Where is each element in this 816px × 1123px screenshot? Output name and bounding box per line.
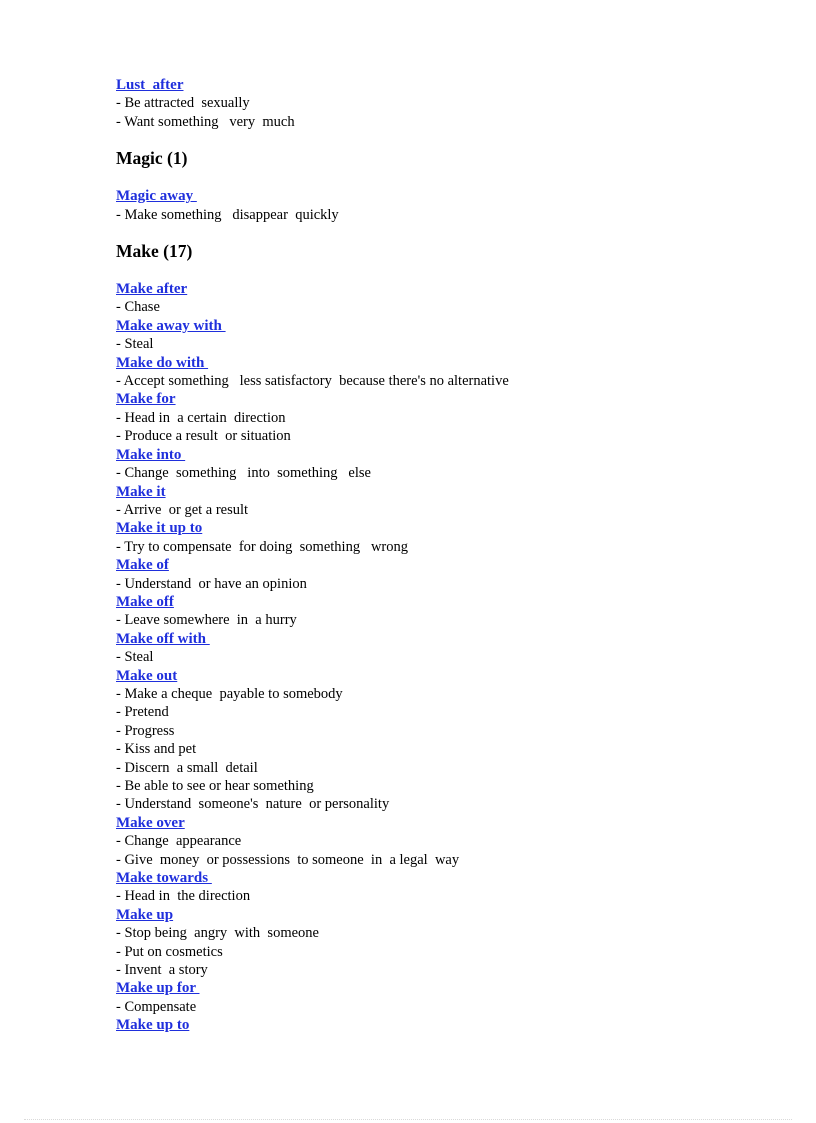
definition-line: - Head in a certain direction — [116, 409, 286, 426]
phrasal-verb-link[interactable]: Make into — [116, 446, 186, 463]
phrasal-verb-entry — [116, 979, 776, 1016]
definition-line: - Be able to see or hear something — [116, 778, 314, 794]
phrasal-verb-link[interactable]: Make towards — [116, 870, 212, 887]
phrasal-verb-entry — [116, 280, 776, 317]
definition-line: - Accept something less satisfactory because there's no alternative — [116, 373, 509, 390]
definition-line: - Give money or possessions to someone in a legal way — [116, 851, 460, 868]
definition-line: - Progress — [116, 722, 175, 739]
definition-line: - Make something disappear quickly — [116, 206, 339, 223]
phrasal-verb-link[interactable]: Make up for — [116, 980, 200, 997]
phrasal-verb-entry — [116, 814, 776, 869]
definition-line: - Discern a small detail — [116, 759, 258, 776]
definition-line: - Head in the direction — [116, 888, 251, 905]
phrasal-verb-link[interactable]: Make over — [116, 814, 185, 831]
phrasal-verb-entry — [116, 1016, 776, 1034]
phrasal-verb-entry — [116, 869, 776, 906]
phrasal-verb-entry — [116, 390, 776, 445]
phrasal-verb-link[interactable]: Make off with — [116, 630, 210, 647]
phrasal-verb-entry — [116, 317, 776, 354]
section-heading: Make (17) — [116, 241, 193, 262]
phrasal-verb-link[interactable]: Make up to — [116, 1017, 190, 1034]
definition-line: - Steal — [116, 336, 154, 353]
phrasal-verb-link[interactable]: Make for — [116, 391, 176, 408]
definition-line: - Leave somewhere in a hurry — [116, 612, 297, 629]
definition-line: - Change something into something else — [116, 465, 371, 482]
phrasal-verb-entry — [116, 446, 776, 483]
phrasal-verb-link[interactable]: Make out — [116, 667, 178, 684]
definition-line: - Kiss and pet — [116, 741, 197, 758]
definition-line: - Be attracted sexually — [116, 95, 250, 112]
definition-line: - Change appearance — [116, 833, 242, 850]
definition-line: - Stop being angry with someone — [116, 925, 319, 942]
phrasal-verb-link[interactable]: Make up — [116, 906, 174, 923]
phrasal-verb-link[interactable]: Lust after — [116, 77, 184, 93]
definition-line: - Invent a story — [116, 962, 208, 979]
phrasal-verb-entry — [116, 593, 776, 630]
phrasal-verb-link[interactable]: Make it — [116, 483, 166, 500]
definition-line: - Want something very much — [116, 113, 295, 130]
phrasal-verb-entry — [116, 187, 776, 224]
phrasal-verb-entry — [116, 354, 776, 391]
phrasal-verb-link[interactable]: Make of — [116, 557, 169, 574]
phrasal-verb-link[interactable]: Make away with — [116, 317, 226, 334]
definition-line: - Try to compensate for doing something wrong — [116, 538, 408, 555]
definition-line: - Make a cheque payable to somebody — [116, 685, 343, 702]
phrasal-verb-link[interactable]: Make do with — [116, 354, 209, 371]
phrasal-verb-entry — [116, 906, 776, 980]
phrasal-verb-link[interactable]: Make it up to — [116, 520, 203, 537]
section-heading: Magic (1) — [116, 148, 188, 169]
definition-line: - Understand someone's nature or personality — [116, 796, 390, 813]
definition-line: - Chase — [116, 299, 160, 316]
definition-line: - Compensate — [116, 998, 197, 1015]
phrasal-verb-entry — [116, 630, 776, 667]
definition-line: - Pretend — [116, 704, 169, 721]
phrasal-verb-entry — [116, 76, 776, 131]
definition-line: - Arrive or get a result — [116, 501, 249, 518]
phrasal-verb-entry — [116, 483, 776, 520]
phrasal-verb-entry — [116, 519, 776, 556]
phrasal-verb-link[interactable]: Make off — [116, 593, 174, 610]
definition-line: - Steal — [116, 649, 154, 666]
definition-line: - Put on cosmetics — [116, 943, 223, 960]
definition-line: - Understand or have an opinion — [116, 575, 307, 592]
definition-line: - Produce a result or situation — [116, 428, 291, 445]
page-bottom-divider — [24, 1119, 792, 1120]
document-page — [116, 76, 776, 1035]
phrasal-verb-link[interactable]: Magic away — [116, 188, 197, 205]
phrasal-verb-link[interactable]: Make after — [116, 281, 188, 298]
phrasal-verb-entry — [116, 556, 776, 593]
phrasal-verb-entry — [116, 667, 776, 814]
